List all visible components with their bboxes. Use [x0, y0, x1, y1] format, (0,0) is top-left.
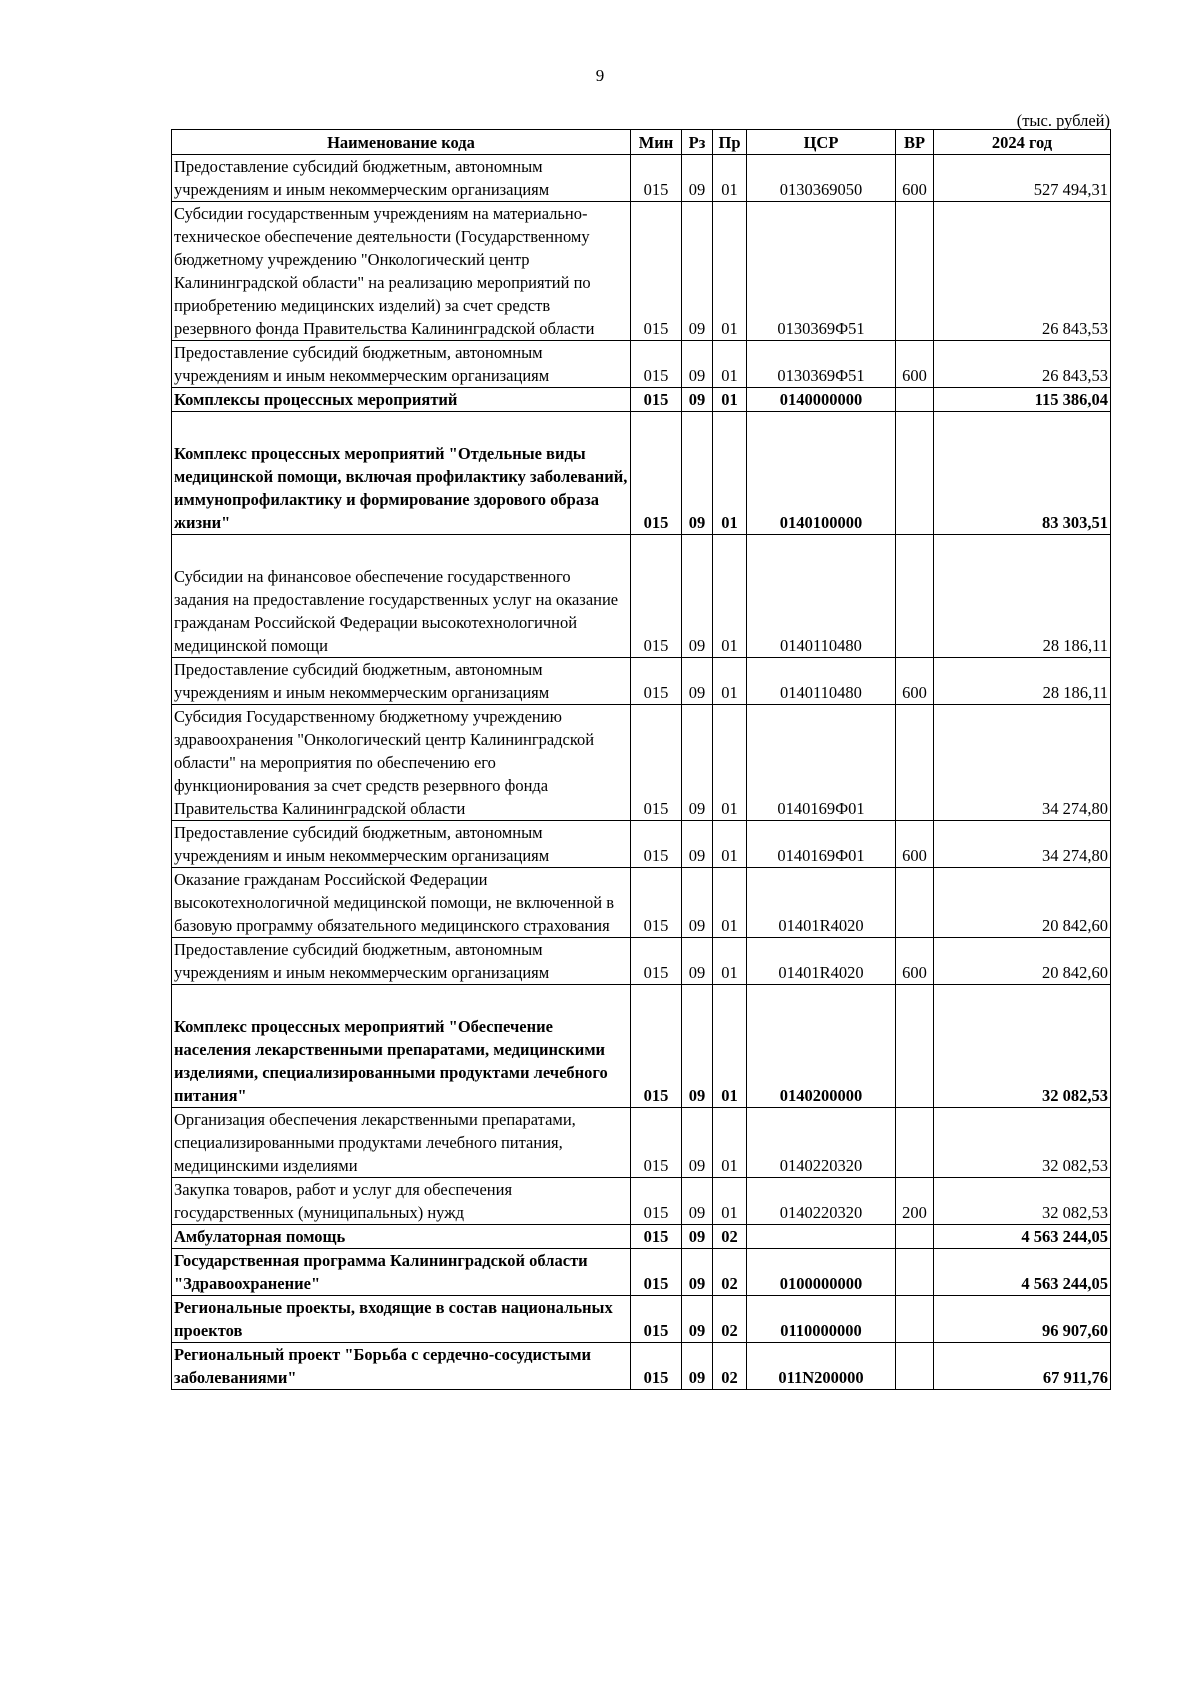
- row-vr: 600: [896, 341, 934, 388]
- row-vr: [896, 1343, 934, 1390]
- row-min: 015: [631, 412, 682, 535]
- table-row: [172, 412, 1111, 535]
- header-year: 2024 год: [934, 130, 1111, 155]
- row-rz: 09: [682, 1343, 713, 1390]
- row-pr: 01: [713, 1178, 747, 1225]
- row-rz: 09: [682, 868, 713, 938]
- row-amount: 83 303,51: [934, 412, 1111, 535]
- row-min: 015: [631, 1249, 682, 1296]
- row-min: 015: [631, 938, 682, 985]
- row-rz: 09: [682, 155, 713, 202]
- row-amount: 34 274,80: [934, 705, 1111, 821]
- row-vr: [896, 705, 934, 821]
- row-rz: 09: [682, 658, 713, 705]
- row-vr: [896, 388, 934, 412]
- row-amount: 26 843,53: [934, 341, 1111, 388]
- row-csr: 0130369050: [747, 155, 896, 202]
- row-csr: 01401R4020: [747, 938, 896, 985]
- table-row: [172, 658, 1111, 705]
- table-row: [172, 1108, 1111, 1178]
- row-csr: 0140169Ф01: [747, 705, 896, 821]
- row-rz: 09: [682, 821, 713, 868]
- row-pr: 02: [713, 1343, 747, 1390]
- table-header-row: [172, 130, 1111, 155]
- row-rz: 09: [682, 1178, 713, 1225]
- row-min: 015: [631, 388, 682, 412]
- row-min: 015: [631, 658, 682, 705]
- row-name: Комплекс процессных мероприятий "Отдельные виды медицинской помощи, включая профилактику заболеваний, иммунопрофилактику и формирование здорового образа жизни": [172, 412, 631, 535]
- row-vr: [896, 1225, 934, 1249]
- row-csr: 0140100000: [747, 412, 896, 535]
- row-amount: 32 082,53: [934, 1108, 1111, 1178]
- row-name: Оказание гражданам Российской Федерации высокотехнологичной медицинской помощи, не включенной в базовую программу обязательного медицинского страхования: [172, 868, 631, 938]
- row-min: 015: [631, 1225, 682, 1249]
- row-min: 015: [631, 1296, 682, 1343]
- row-min: 015: [631, 535, 682, 658]
- row-pr: 02: [713, 1225, 747, 1249]
- row-rz: 09: [682, 705, 713, 821]
- table-row: [172, 1343, 1111, 1390]
- row-csr: 0140169Ф01: [747, 821, 896, 868]
- row-vr: [896, 412, 934, 535]
- header-vr: ВР: [896, 130, 934, 155]
- row-name: Предоставление субсидий бюджетным, автономным учреждениям и иным некоммерческим организациям: [172, 658, 631, 705]
- row-amount: 67 911,76: [934, 1343, 1111, 1390]
- row-csr: 0130369Ф51: [747, 341, 896, 388]
- row-vr: 600: [896, 938, 934, 985]
- table-row: [172, 1178, 1111, 1225]
- row-vr: [896, 985, 934, 1108]
- row-rz: 09: [682, 341, 713, 388]
- table-row: [172, 1296, 1111, 1343]
- header-rz: Рз: [682, 130, 713, 155]
- row-name: Комплекс процессных мероприятий "Обеспечение населения лекарственными препаратами, медицинскими изделиями, специализированными продуктами лечебного питания": [172, 985, 631, 1108]
- row-csr: 0140110480: [747, 535, 896, 658]
- row-vr: 600: [896, 155, 934, 202]
- row-vr: [896, 1108, 934, 1178]
- row-amount: 32 082,53: [934, 1178, 1111, 1225]
- row-csr: 0140220320: [747, 1108, 896, 1178]
- row-pr: 02: [713, 1249, 747, 1296]
- row-vr: [896, 868, 934, 938]
- row-rz: 09: [682, 388, 713, 412]
- row-name: Региональный проект "Борьба с сердечно-сосудистыми заболеваниями": [172, 1343, 631, 1390]
- row-amount: 4 563 244,05: [934, 1225, 1111, 1249]
- row-name: Субсидия Государственному бюджетному учреждению здравоохранения "Онкологический центр Калининградской области" на мероприятия по обеспечению его функционирования за счет средств резервного фонда Правительства Калининградской области: [172, 705, 631, 821]
- row-min: 015: [631, 705, 682, 821]
- table-row: [172, 388, 1111, 412]
- row-min: 015: [631, 155, 682, 202]
- table-row: [172, 1249, 1111, 1296]
- row-min: 015: [631, 985, 682, 1108]
- row-rz: 09: [682, 938, 713, 985]
- units-label: (тыс. рублей): [1016, 111, 1110, 130]
- row-min: 015: [631, 1108, 682, 1178]
- row-amount: 20 842,60: [934, 938, 1111, 985]
- row-pr: 01: [713, 821, 747, 868]
- row-amount: 20 842,60: [934, 868, 1111, 938]
- row-csr: 0140200000: [747, 985, 896, 1108]
- row-name: Субсидии государственным учреждениям на материально-техническое обеспечение деятельности (Государственному бюджетному учреждению "Онкологический центр Калининградской области" на реализацию мероприятий по приобретению медицинских изделий) за счет средств резервного фонда Правительства Калининградской области: [172, 202, 631, 341]
- row-name: Комплексы процессных мероприятий: [172, 388, 631, 412]
- header-pr: Пр: [713, 130, 747, 155]
- row-rz: 09: [682, 1108, 713, 1178]
- header-csr: ЦСР: [747, 130, 896, 155]
- row-amount: 4 563 244,05: [934, 1249, 1111, 1296]
- row-pr: 01: [713, 1108, 747, 1178]
- row-csr: 0130369Ф51: [747, 202, 896, 341]
- row-vr: 600: [896, 658, 934, 705]
- row-amount: 34 274,80: [934, 821, 1111, 868]
- row-pr: 01: [713, 985, 747, 1108]
- row-amount: 115 386,04: [934, 388, 1111, 412]
- row-name: Амбулаторная помощь: [172, 1225, 631, 1249]
- row-name: Предоставление субсидий бюджетным, автономным учреждениям и иным некоммерческим организациям: [172, 341, 631, 388]
- row-pr: 01: [713, 388, 747, 412]
- row-name: Предоставление субсидий бюджетным, автономным учреждениям и иным некоммерческим организациям: [172, 821, 631, 868]
- table-row: [172, 535, 1111, 658]
- row-csr: 0140110480: [747, 658, 896, 705]
- row-pr: 02: [713, 1296, 747, 1343]
- row-pr: 01: [713, 202, 747, 341]
- row-pr: 01: [713, 155, 747, 202]
- budget-table: [171, 129, 1111, 1390]
- row-rz: 09: [682, 535, 713, 658]
- row-pr: 01: [713, 938, 747, 985]
- table-row: [172, 1225, 1111, 1249]
- row-csr: 011N200000: [747, 1343, 896, 1390]
- row-csr: 0100000000: [747, 1249, 896, 1296]
- page-number: 9: [595, 66, 605, 85]
- row-rz: 09: [682, 202, 713, 341]
- row-name: Организация обеспечения лекарственными препаратами, специализированными продуктами лечебного питания, медицинскими изделиями: [172, 1108, 631, 1178]
- row-pr: 01: [713, 341, 747, 388]
- row-vr: [896, 202, 934, 341]
- table-row: [172, 155, 1111, 202]
- row-vr: 600: [896, 821, 934, 868]
- row-name: Предоставление субсидий бюджетным, автономным учреждениям и иным некоммерческим организациям: [172, 938, 631, 985]
- row-csr: 01401R4020: [747, 868, 896, 938]
- row-name: Субсидии на финансовое обеспечение государственного задания на предоставление государственных услуг на оказание гражданам Российской Федерации высокотехнологичной медицинской помощи: [172, 535, 631, 658]
- row-amount: 32 082,53: [934, 985, 1111, 1108]
- row-vr: 200: [896, 1178, 934, 1225]
- row-pr: 01: [713, 868, 747, 938]
- row-pr: 01: [713, 535, 747, 658]
- header-min: Мин: [631, 130, 682, 155]
- row-csr: 0110000000: [747, 1296, 896, 1343]
- row-pr: 01: [713, 705, 747, 821]
- row-rz: 09: [682, 412, 713, 535]
- table-row: [172, 821, 1111, 868]
- row-rz: 09: [682, 985, 713, 1108]
- row-rz: 09: [682, 1249, 713, 1296]
- table-row: [172, 868, 1111, 938]
- row-vr: [896, 535, 934, 658]
- row-min: 015: [631, 341, 682, 388]
- row-amount: 28 186,11: [934, 535, 1111, 658]
- row-rz: 09: [682, 1296, 713, 1343]
- row-csr: 0140000000: [747, 388, 896, 412]
- row-amount: 96 907,60: [934, 1296, 1111, 1343]
- row-min: 015: [631, 1178, 682, 1225]
- row-amount: 26 843,53: [934, 202, 1111, 341]
- row-vr: [896, 1249, 934, 1296]
- table-row: [172, 341, 1111, 388]
- row-csr: 0140220320: [747, 1178, 896, 1225]
- table-row: [172, 705, 1111, 821]
- row-csr: [747, 1225, 896, 1249]
- row-name: Закупка товаров, работ и услуг для обеспечения государственных (муниципальных) нужд: [172, 1178, 631, 1225]
- row-amount: 527 494,31: [934, 155, 1111, 202]
- row-name: Предоставление субсидий бюджетным, автономным учреждениям и иным некоммерческим организациям: [172, 155, 631, 202]
- row-min: 015: [631, 1343, 682, 1390]
- row-min: 015: [631, 868, 682, 938]
- table-row: [172, 985, 1111, 1108]
- row-vr: [896, 1296, 934, 1343]
- row-pr: 01: [713, 658, 747, 705]
- row-amount: 28 186,11: [934, 658, 1111, 705]
- row-pr: 01: [713, 412, 747, 535]
- table-row: [172, 938, 1111, 985]
- row-name: Региональные проекты, входящие в состав национальных проектов: [172, 1296, 631, 1343]
- row-rz: 09: [682, 1225, 713, 1249]
- header-name: Наименование кода: [172, 130, 631, 155]
- row-min: 015: [631, 202, 682, 341]
- row-name: Государственная программа Калининградской области "Здравоохранение": [172, 1249, 631, 1296]
- table-row: [172, 202, 1111, 341]
- row-min: 015: [631, 821, 682, 868]
